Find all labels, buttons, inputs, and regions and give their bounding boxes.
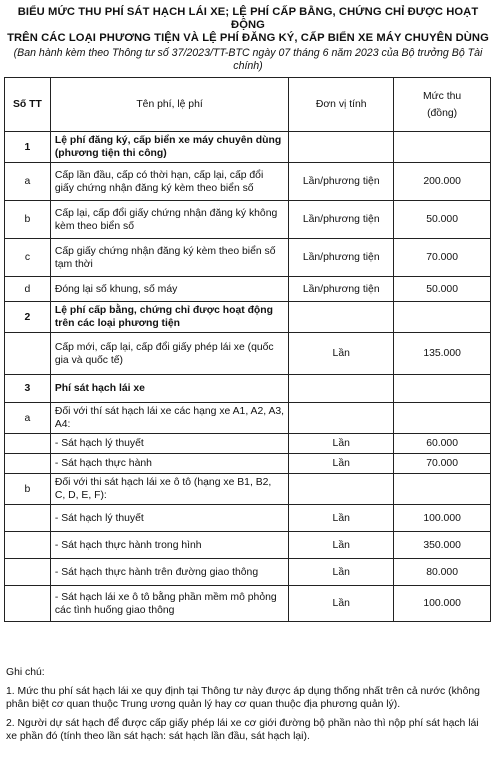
- table-row: [5, 333, 491, 375]
- row-unit: Lần/phương tiện: [289, 163, 394, 201]
- row-name: - Sát hạch lý thuyết: [50, 505, 288, 532]
- row-name: Đối với thí sát hạch lái xe các hạng xe A1, A2, A3, A4:: [50, 403, 288, 434]
- row-fee: 50.000: [394, 277, 491, 302]
- row-stt: 3: [5, 375, 51, 403]
- note-item-2: 2. Người dự sát hạch để được cấp giấy phép lái xe cơ giới đường bộ phần nào thì nộp phí sát hạch lái xe phần đó (tính theo lần sát hạch: sát hạch lần đầu, sát hạch lại).: [6, 718, 479, 742]
- row-name: - Sát hạch thực hành trong hình: [50, 532, 288, 559]
- row-name: Cấp mới, cấp lại, cấp đổi giấy phép lái xe (quốc gia và quốc tế): [50, 333, 288, 375]
- row-name: - Sát hạch thực hành trên đường giao thông: [50, 559, 288, 586]
- row-name: - Sát hạch lý thuyết: [50, 434, 288, 454]
- row-unit: [289, 403, 394, 434]
- row-fee: [394, 302, 491, 333]
- table-row: [5, 163, 491, 201]
- table-row: [5, 277, 491, 302]
- row-unit: Lần: [289, 586, 394, 622]
- row-stt: 1: [5, 132, 51, 163]
- row-stt: a: [5, 163, 51, 201]
- row-name: Cấp lại, cấp đổi giấy chứng nhận đăng ký không kèm theo biển số: [50, 201, 288, 239]
- row-fee: [394, 403, 491, 434]
- row-name: Đóng lại số khung, số máy: [50, 277, 288, 302]
- row-name: - Sát hạch thực hành: [50, 454, 288, 474]
- row-fee: 70.000: [394, 239, 491, 277]
- header-fee-unit: (đồng): [427, 107, 458, 119]
- row-stt: d: [5, 277, 51, 302]
- row-fee: 70.000: [394, 454, 491, 474]
- row-name: Lệ phí đăng ký, cấp biển xe máy chuyên dùng (phương tiện thi công): [50, 132, 288, 163]
- row-unit: [289, 375, 394, 403]
- table-row: [5, 454, 491, 474]
- table-row: [5, 403, 491, 434]
- notes-heading: Ghi chú:: [6, 667, 45, 678]
- row-fee: 135.000: [394, 333, 491, 375]
- table-row: [5, 375, 491, 403]
- table-row: [5, 505, 491, 532]
- row-fee: 50.000: [394, 201, 491, 239]
- row-stt: [5, 454, 51, 474]
- row-name: Đối với thi sát hạch lái xe ô tô (hạng xe B1, B2, C, D, E, F):: [50, 474, 288, 505]
- row-stt: b: [5, 474, 51, 505]
- row-name: Lệ phí cấp bằng, chứng chỉ được hoạt động trên các loại phương tiện: [50, 302, 288, 333]
- row-unit: Lần: [289, 532, 394, 559]
- table-row: [5, 434, 491, 454]
- title-line-1: BIỂU MỨC THU PHÍ SÁT HẠCH LÁI XE; LỆ PHÍ CẤP BẰNG, CHỨNG CHỈ ĐƯỢC HOẠT ĐỘNG: [17, 6, 479, 31]
- row-fee: [394, 375, 491, 403]
- row-name: - Sát hạch lái xe ô tô bằng phần mềm mô phỏng các tình huống giao thông: [50, 586, 288, 622]
- row-stt: [5, 333, 51, 375]
- row-name: Cấp lần đầu, cấp có thời hạn, cấp lại, cấp đổi giấy chứng nhận đăng ký kèm theo biển số: [50, 163, 288, 201]
- row-stt: c: [5, 239, 51, 277]
- row-unit: Lần/phương tiện: [289, 201, 394, 239]
- row-unit: Lần: [289, 333, 394, 375]
- row-fee: 100.000: [394, 586, 491, 622]
- row-fee: [394, 474, 491, 505]
- row-stt: 2: [5, 302, 51, 333]
- table-row: [5, 132, 491, 163]
- table-row: [5, 474, 491, 505]
- fee-table: [4, 77, 491, 622]
- row-unit: Lần: [289, 559, 394, 586]
- table-row: [5, 532, 491, 559]
- row-stt: a: [5, 403, 51, 434]
- row-unit: [289, 132, 394, 163]
- table-row: [5, 586, 491, 622]
- row-unit: Lần: [289, 454, 394, 474]
- row-stt: [5, 559, 51, 586]
- row-unit: Lần: [289, 434, 394, 454]
- table-header-row: [5, 78, 491, 132]
- table-row: [5, 302, 491, 333]
- table-body: [5, 132, 491, 622]
- table-row: [5, 239, 491, 277]
- header-unit: Đơn vị tính: [289, 78, 394, 132]
- note-item-1: 1. Mức thu phí sát hạch lái xe quy định tại Thông tư này được áp dụng thống nhất trên cả nước (không phân biệt cơ quan thuộc Trung ương quản lý hay cơ quan thuộc địa phương quản lý).: [6, 686, 480, 710]
- header-fee: [394, 78, 491, 132]
- row-stt: [5, 505, 51, 532]
- row-name: Phí sát hạch lái xe: [50, 375, 288, 403]
- row-stt: [5, 532, 51, 559]
- document-subtitle: (Ban hành kèm theo Thông tư số 37/2023/TT-BTC ngày 07 tháng 6 năm 2023 của Bộ trưởng Bộ Tài chính): [13, 47, 483, 72]
- header-stt: Số TT: [5, 78, 51, 132]
- row-fee: 80.000: [394, 559, 491, 586]
- row-unit: Lần/phương tiện: [289, 277, 394, 302]
- row-fee: 350.000: [394, 532, 491, 559]
- row-unit: Lần: [289, 505, 394, 532]
- row-stt: [5, 434, 51, 454]
- row-fee: 100.000: [394, 505, 491, 532]
- table-row: [5, 559, 491, 586]
- row-stt: b: [5, 201, 51, 239]
- row-fee: 60.000: [394, 434, 491, 454]
- header-fee-label: Mức thu: [423, 90, 462, 102]
- row-stt: [5, 586, 51, 622]
- notes-section: [6, 666, 490, 749]
- row-fee: [394, 132, 491, 163]
- document-title: [0, 0, 496, 45]
- row-unit: [289, 302, 394, 333]
- row-unit: Lần/phương tiện: [289, 239, 394, 277]
- row-fee: 200.000: [394, 163, 491, 201]
- title-line-2: TRÊN CÁC LOẠI PHƯƠNG TIỆN VÀ LỆ PHÍ ĐĂNG KÝ, CẤP BIỂN XE MÁY CHUYÊN DÙNG: [7, 32, 489, 44]
- header-name: Tên phí, lệ phí: [50, 78, 288, 132]
- row-unit: [289, 474, 394, 505]
- row-name: Cấp giấy chứng nhận đăng ký kèm theo biển số tạm thời: [50, 239, 288, 277]
- table-row: [5, 201, 491, 239]
